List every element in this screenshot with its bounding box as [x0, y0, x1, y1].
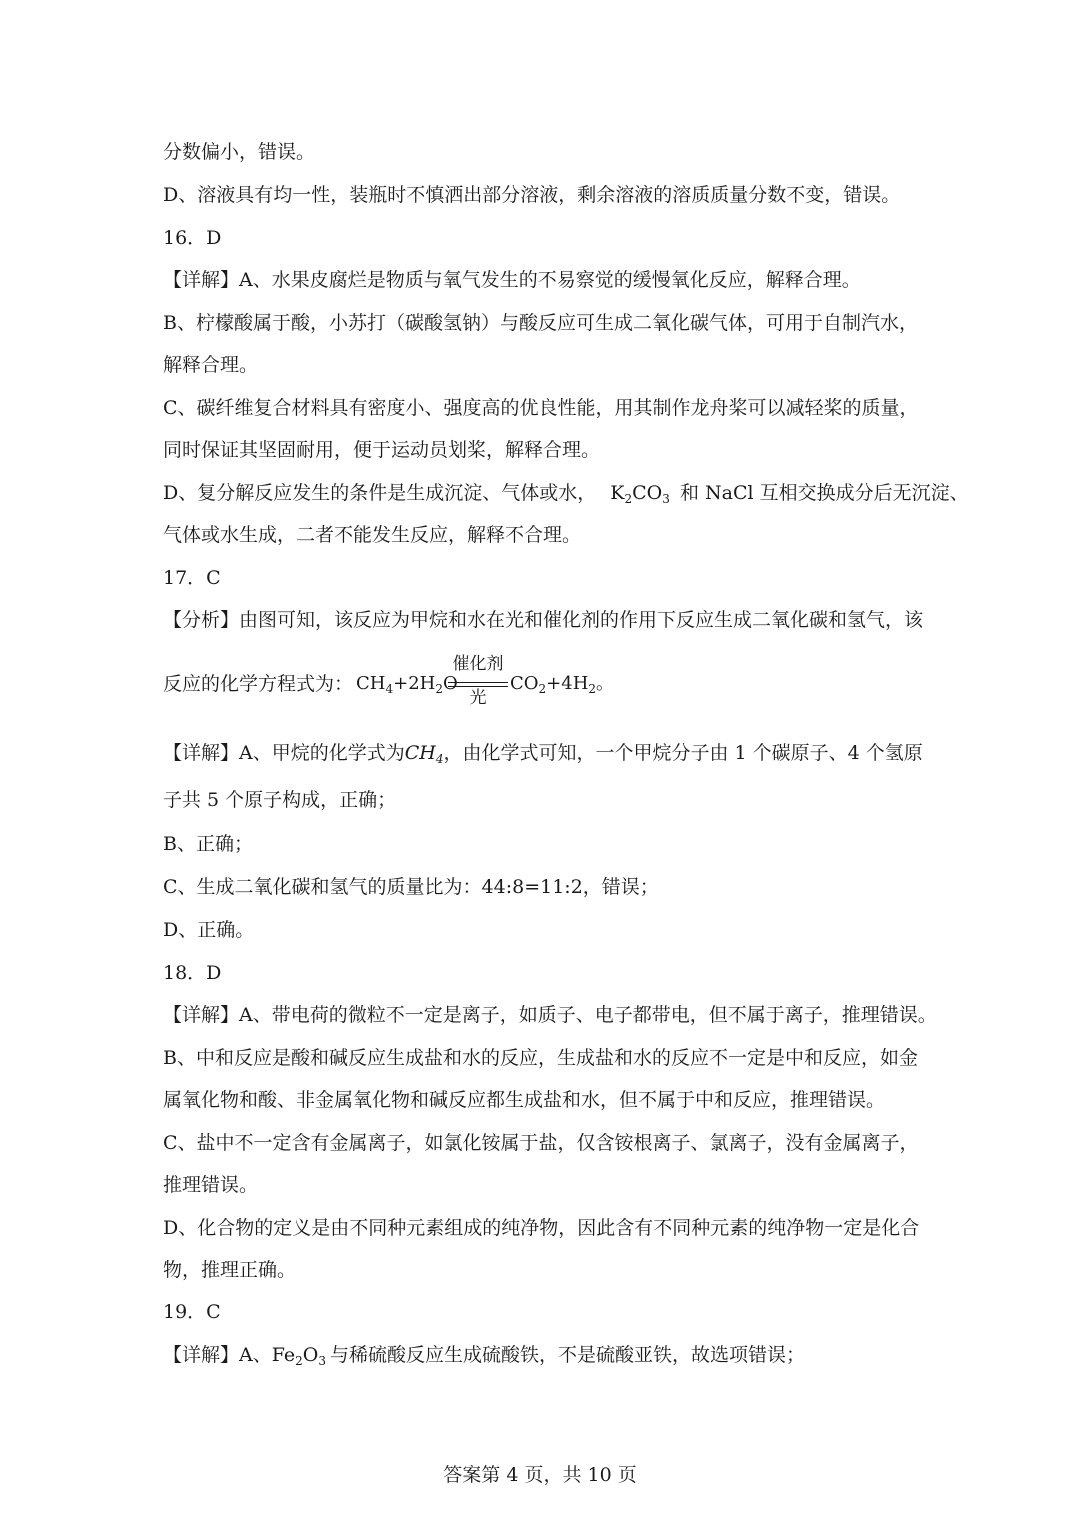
formula-ch4: [405, 742, 444, 764]
formula-part: CH: [404, 742, 436, 764]
formula-subscript: 4: [435, 752, 444, 766]
text-fragment: 【详解】A、甲烷的化学式为: [163, 742, 405, 764]
formula-subscript: 3: [662, 492, 670, 506]
formula-part: 。: [596, 673, 615, 694]
formula-subscript: 4: [385, 682, 394, 696]
text-line: 推理错误。: [163, 1174, 259, 1196]
text-line: B、正确；: [163, 833, 253, 855]
text-fragment: D、复分解反应发生的条件是生成沉淀、气体或水，: [163, 482, 597, 504]
text-line: 【分析】由图可知，该反应为甲烷和水在光和催化剂的作用下反应生成二氧化碳和氢气，该: [163, 609, 924, 631]
text-line: C、碳纤维复合材料具有密度小、强度高的优良性能，用其制作龙舟桨可以减轻桨的质量，: [163, 397, 919, 419]
text-fragment: 与稀硫酸反应生成硫酸铁，不是硫酸亚铁，故选项错误；: [329, 1344, 805, 1366]
text-fragment: 【详解】A、Fe: [163, 1344, 296, 1366]
equals-bar: [448, 682, 508, 683]
equation-prefix: 反应的化学方程式为：: [163, 673, 354, 695]
formula-k2co3: [610, 482, 670, 504]
formula-part: O: [302, 1344, 319, 1366]
question-number: 16．D: [163, 227, 222, 249]
text-line: 同时保证其坚固耐用，便于运动员划桨，解释合理。: [163, 439, 601, 461]
text-line: 物，推理正确。: [163, 1259, 297, 1281]
text-fragment: 和 NaCl 互相交换成分后无沉淀、: [679, 482, 969, 504]
formula-part: O: [443, 673, 458, 694]
text-line: 【详解】A、带电荷的微粒不一定是离子，如质子、电子都带电，但不属于离子，推理错误。: [163, 1004, 937, 1026]
text-line: 解释合理。: [163, 354, 259, 376]
text-line: 子共 5 个原子构成，正确；: [163, 789, 397, 811]
text-line: B、中和反应是酸和碱反应生成盐和水的反应，生成盐和水的反应不一定是中和反应，如金: [163, 1047, 918, 1069]
question-number: 17．C: [163, 567, 221, 589]
formula-part: +2H: [393, 673, 436, 694]
text-line: C、盐中不一定含有金属离子，如氯化铵属于盐，仅含铵根离子、氯离子，没有金属离子，: [163, 1132, 919, 1154]
question-number: 19．C: [163, 1301, 221, 1323]
formula-part: CH: [356, 673, 386, 694]
text-line: 气体或水生成，二者不能发生反应，解释不合理。: [163, 524, 582, 546]
formula-subscript: 2: [538, 682, 547, 696]
text-fragment: ，由化学式可知，一个甲烷分子由 1 个碳原子、4 个氢原: [443, 742, 923, 764]
text-line: [163, 1342, 805, 1368]
text-line: [163, 480, 969, 506]
condition-catalyst: 催化剂: [452, 654, 504, 674]
formula-subscript: 2: [624, 492, 633, 506]
page-footer: 答案第 4 页，共 10 页: [443, 1464, 637, 1486]
question-number: 18．D: [163, 962, 222, 984]
formula-part: CO: [632, 482, 663, 504]
formula-subscript: 3: [318, 1354, 326, 1368]
text-line: [163, 740, 923, 766]
text-line: 分数偏小，错误。: [163, 141, 316, 163]
text-line: D、溶液具有均一性，装瓶时不慎洒出部分溶液，剩余溶液的溶质质量分数不变，错误。: [163, 184, 901, 206]
condition-light: 光: [469, 688, 487, 708]
reaction-equals-sign: [448, 655, 508, 715]
text-line: D、化合物的定义是由不同种元素组成的纯净物，因此含有不同种元素的纯净物一定是化合: [163, 1217, 920, 1239]
formula-part: +4H: [546, 673, 589, 694]
formula-subscript: 2: [435, 682, 443, 696]
text-line: 【详解】A、水果皮腐烂是物质与氧气发生的不易察觉的缓慢氧化反应，解释合理。: [163, 269, 861, 291]
equation-reactants: [356, 671, 458, 697]
text-line: C、生成二氧化碳和氢气的质量比为：44:8=11:2，错误；: [163, 876, 659, 898]
formula-part: K: [610, 482, 625, 504]
text-line: D、正确。: [163, 919, 255, 941]
formula-subscript: 2: [588, 682, 597, 696]
text-line: B、柠檬酸属于酸，小苏打（碳酸氢钠）与酸反应可生成二氧化碳气体，可用于自制汽水，: [163, 312, 918, 334]
formula-part: CO: [510, 673, 539, 694]
equation-products: [510, 671, 614, 697]
text-line: 属氧化物和酸、非金属氧化物和碱反应都生成盐和水，但不属于中和反应，推理错误。: [163, 1089, 886, 1111]
formula-subscript: 2: [295, 1354, 303, 1368]
